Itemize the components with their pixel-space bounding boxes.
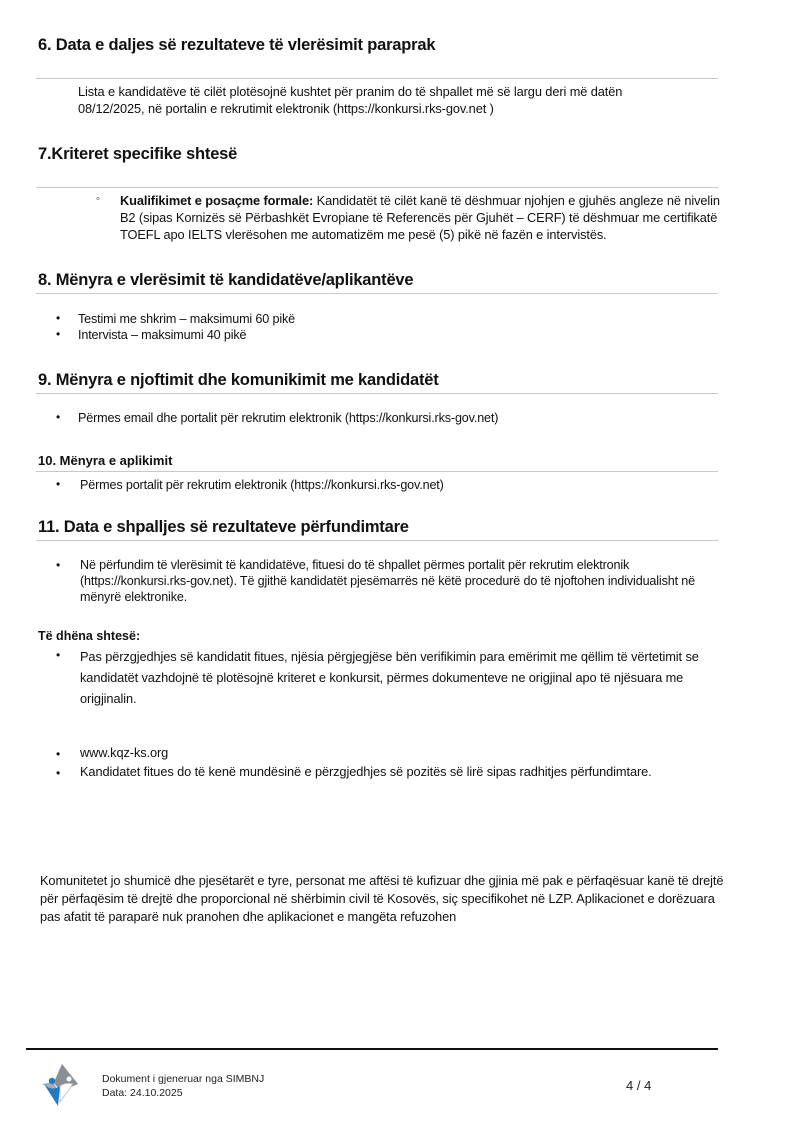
hollow-bullet-icon: ◦ (96, 193, 100, 205)
section-7-item-text: Kandidatët të cilët kanë të dëshmuar njohjen e gjuhës angleze në nivelin B2 (sipas Kornizës së Përbashkët Evropiane të Referencës për Gjuhët – CERF) të dëshmuar me certifikatë TOEFL apo IELTS vlerësohen me automatizëm me pesë (5) pikë në fazën e intervistës. (120, 193, 720, 242)
extra-info-item-3: Kandidatet fitues do të kenë mundësinë e përzgjedhjes së pozitës së lirë sipas radhitjes përfundimtare. (80, 764, 652, 779)
section-7-item (120, 192, 720, 243)
section-7-item-label: Kualifikimet e posaçme formale: (120, 193, 314, 208)
section-11-divider (36, 540, 718, 541)
bullet-icon: • (56, 477, 61, 491)
footer-divider (26, 1048, 718, 1050)
footer-generated-by: Dokument i gjeneruar nga SIMBNJ (102, 1073, 265, 1085)
footer-date: Data: 24.10.2025 (102, 1087, 183, 1099)
bullet-icon: • (56, 410, 61, 424)
section-9-heading: 9. Mënyra e njoftimit dhe komunikimit me kandidatët (38, 371, 439, 389)
section-7-heading: 7.Kriteret specifike shtesë (38, 145, 238, 163)
extra-info-heading: Të dhëna shtesë: (38, 629, 141, 643)
extra-info-link-kqz[interactable]: www.kqz-ks.org (80, 745, 169, 760)
section-10-heading: 10. Mënyra e aplikimit (38, 453, 173, 468)
section-9-item-1: Përmes email dhe portalit për rekrutim elektronik (https://konkursi.rks-gov.net) (78, 411, 499, 425)
section-10-item-1: Përmes portalit për rekrutim elektronik (https://konkursi.rks-gov.net) (80, 478, 444, 492)
bullet-icon: • (56, 648, 61, 662)
simbnj-logo-icon (40, 1062, 80, 1108)
section-7-divider (36, 187, 718, 188)
bullet-icon: • (56, 558, 61, 572)
section-8-heading: 8. Mënyra e vlerësimit të kandidatëve/aplikantëve (38, 271, 414, 289)
section-10-divider (36, 471, 718, 472)
bullet-icon: • (56, 747, 61, 761)
extra-info-item-1: Pas përzgjedhjes së kandidatit fitues, njësia përgjegjëse bën verifikimin para emërimit me qëllim të vërtetimit se kandidatët vazhdojnë të plotësojnë kriteret e konkursit, përmes dokumenteve ne origjinal apo të njësuara me origjinalin. (80, 649, 699, 706)
section-8-divider (36, 293, 718, 294)
bullet-icon: • (56, 311, 61, 325)
closing-paragraph: Komunitetet jo shumicë dhe pjesëtarët e tyre, personat me aftësi të kufizuar dhe gjinia më pak e përfaqësuar kanë të drejtë për përfaqësim të drejtë dhe proporcional në shërbimin civil të Kosovës, siç specifikohet në LZP. Aplikacionet e dorëzuara pas afatit të paraparë nuk pranohen dhe aplikacionet e mangëta refuzohen (40, 873, 724, 924)
bullet-icon: • (56, 766, 61, 780)
section-11-item-1: Në përfundim të vlerësimit të kandidatëve, fituesi do të shpallet përmes portalit për rekrutim elektronik (https://konkursi.rks-gov.net). Të gjithë kandidatët pjesëmarrës në këtë procedurë do të njoftohen individualisht në mënyrë elektronike. (80, 558, 695, 604)
bullet-icon: • (56, 327, 61, 341)
section-6-body: Lista e kandidatëve të cilët plotësojnë kushtet për pranim do të shpallet më së largu deri më datën 08/12/2025, në portalin e rekrutimit elektronik (https://konkursi.rks-gov.net ) (78, 84, 623, 116)
section-6-heading: 6. Data e daljes së rezultateve të vlerësimit paraprak (38, 36, 436, 54)
section-8-item-2: Intervista – maksimumi 40 pikë (78, 328, 247, 342)
section-8-item-1: Testimi me shkrim – maksimumi 60 pikë (78, 312, 295, 326)
section-11-heading: 11. Data e shpalljes së rezultateve përfundimtare (38, 518, 409, 536)
section-9-divider (36, 393, 718, 394)
section-6-divider (36, 78, 718, 79)
page-number: 4 / 4 (626, 1078, 652, 1093)
